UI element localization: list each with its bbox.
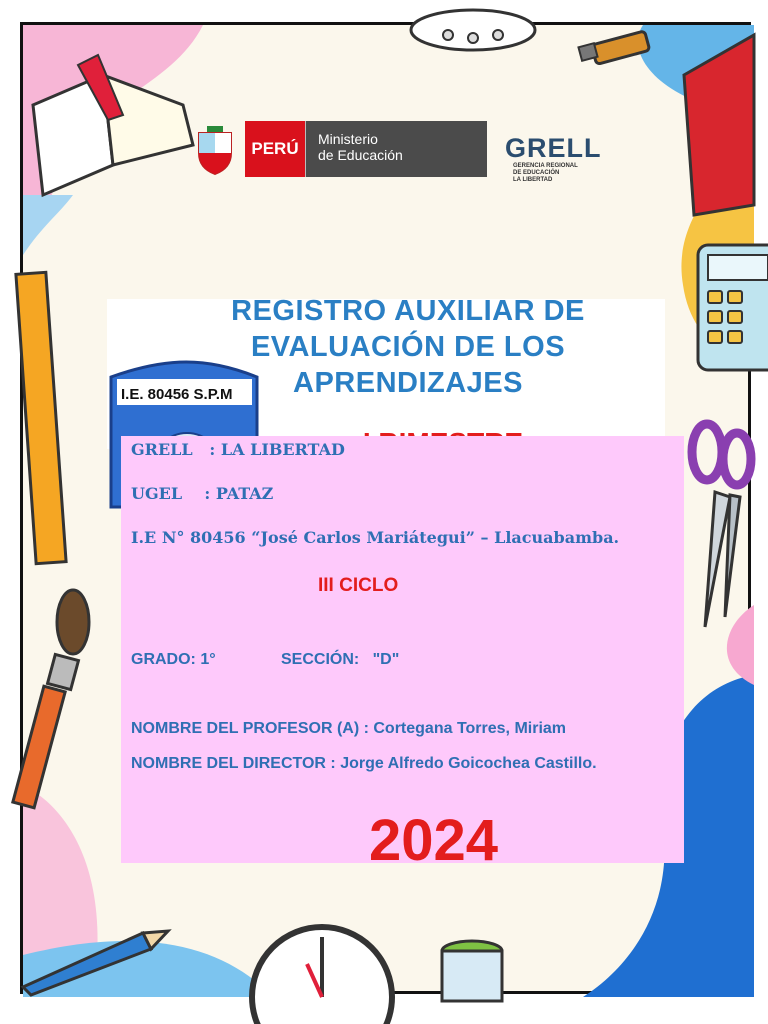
ruler-icon: [23, 273, 63, 563]
grell-logo: [505, 133, 615, 193]
pencil-icon: [23, 925, 173, 995]
ministerio-line2: de Educación: [318, 147, 403, 163]
grell-wordmark: GRELL: [505, 133, 602, 163]
profesor-line: NOMBRE DEL PROFESOR (A) : Cortegana Torres, Miriam: [131, 720, 567, 737]
director-line: NOMBRE DEL DIRECTOR : Jorge Alfredo Goicochea Castillo.: [131, 755, 597, 772]
peru-coat-of-arms-icon: [193, 125, 237, 175]
scissors-icon: [685, 417, 755, 637]
grell-sub-line3: LA LIBERTAD: [513, 177, 553, 183]
title-line2: EVALUACIÓN DE LOS: [250, 331, 566, 363]
paintbrush-icon: [23, 587, 103, 807]
notebook-icon: [664, 35, 754, 215]
page-title: [173, 293, 643, 401]
header-logos: [193, 121, 613, 183]
book-icon: [23, 45, 203, 185]
paint-jar-icon: [437, 937, 507, 997]
grell-sub-line2: DE EDUCACIÓN: [513, 170, 560, 176]
ministerio-line1: Ministerio: [318, 131, 378, 147]
ugel-line: UGEL : PATAZ: [131, 484, 274, 503]
badge-text: I.E. 80456 S.P.M: [121, 386, 233, 403]
title-line3: APRENDIZAJES: [293, 367, 523, 399]
clock-icon: [247, 919, 397, 999]
grell-subtitle: [513, 163, 578, 184]
grell-line: GRELL : LA LIBERTAD: [131, 440, 345, 459]
ministerio-label: [305, 121, 487, 177]
peru-label: PERÚ: [245, 121, 305, 177]
seccion-line: SECCIÓN: "D": [281, 651, 400, 668]
ie-line: I.E N° 80456 “José Carlos Mariátegui” – Llacuabamba.: [131, 528, 620, 547]
document-page: [20, 22, 751, 994]
grado-line: GRADO: 1°: [131, 651, 216, 668]
info-panel: [121, 436, 684, 873]
palette-icon: [408, 25, 538, 55]
ciclo-line: III CICLO: [318, 575, 399, 596]
year-label: 2024: [369, 808, 499, 873]
grell-sub-line1: GERENCIA REGIONAL: [513, 163, 578, 169]
title-line1: REGISTRO AUXILIAR DE: [231, 295, 585, 327]
calculator-icon: [696, 243, 756, 373]
paint-tube-icon: [578, 27, 668, 67]
